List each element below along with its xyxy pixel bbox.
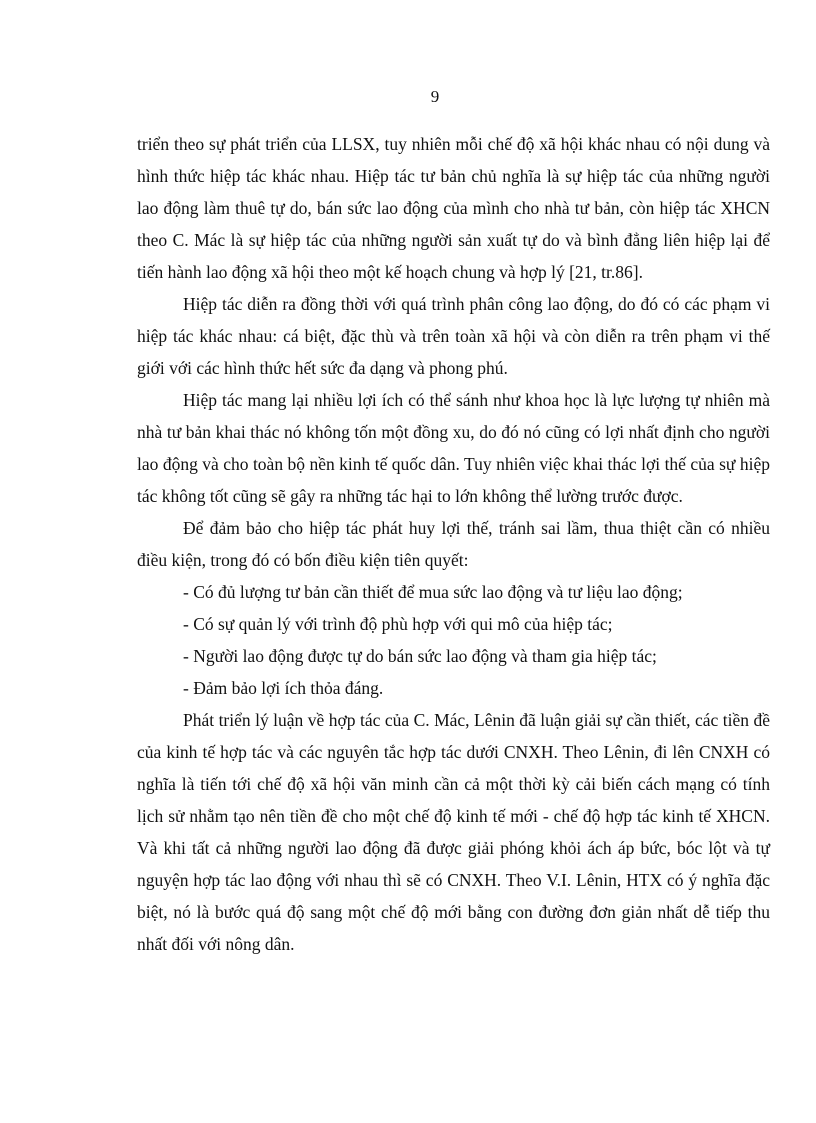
paragraph-continuation: triển theo sự phát triển của LLSX, tuy nhiên mỗi chế độ xã hội khác nhau có nội dung và hình thức hiệp tác khác nhau. Hiệp tác tư bản chủ nghĩa là sự hiệp tác của những người lao động làm thuê tự do, bán sức lao động của mình cho nhà tư bản, còn hiệp tác XHCN theo C. Mác là sự hiệp tác của những người sản xuất tự do và bình đẳng liên hiệp lại để tiến hành lao động xã hội theo một kế hoạch chung và hợp lý [21, tr.86]. (137, 134, 770, 282)
paragraph-benefits: Hiệp tác mang lại nhiều lợi ích có thể sánh như khoa học là lực lượng tự nhiên mà nhà tư bản khai thác nó không tốn một đồng xu, do đó nó cũng có lợi nhất định cho người lao động và cho toàn bộ nền kinh tế quốc dân. Tuy nhiên việc khai thác lợi thế của sự hiệp tác không tốt cũng sẽ gây ra những tác hại to lớn không thể lường trước được. (137, 390, 770, 506)
condition-item: - Đảm bảo lợi ích thỏa đáng. (183, 678, 384, 698)
paragraph-scope: Hiệp tác diễn ra đồng thời với quá trình phân công lao động, do đó có các phạm vi hiệp tác khác nhau: cá biệt, đặc thù và trên toàn xã hội và còn diễn ra trên phạm vi thế giới với các hình thức hết sức đa dạng và phong phú. (137, 294, 770, 378)
paragraph-lenin: Phát triển lý luận về hợp tác của C. Mác, Lênin đã luận giải sự cần thiết, các tiền đề của kinh tế hợp tác và các nguyên tắc hợp tác dưới CNXH. Theo Lênin, đi lên CNXH có nghĩa là tiến tới chế độ xã hội văn minh cần cả một thời kỳ cải biến cách mạng có tính lịch sử nhằm tạo nên tiền đề cho một chế độ kinh tế mới - chế độ hợp tác kinh tế XHCN. Và khi tất cả những người lao động đã được giải phóng khỏi ách áp bức, bóc lột và tự nguyện hợp tác lao động với nhau thì sẽ có CNXH. Theo V.I. Lênin, HTX có ý nghĩa đặc biệt, nó là bước quá độ sang một chế độ mới bằng con đường đơn giản nhất dễ tiếp thu nhất đối với nông dân. (137, 710, 770, 954)
condition-item: - Có đủ lượng tư bản cần thiết để mua sức lao động và tư liệu lao động; (183, 582, 683, 602)
condition-item: - Có sự quản lý với trình độ phù hợp với qui mô của hiệp tác; (183, 614, 613, 634)
paragraph-conditions-intro: Để đảm bảo cho hiệp tác phát huy lợi thế, tránh sai lầm, thua thiệt cần có nhiều điều kiện, trong đó có bốn điều kiện tiên quyết: (137, 518, 770, 570)
page-number: 9 (430, 87, 440, 106)
document-body (137, 128, 770, 960)
condition-item: - Người lao động được tự do bán sức lao động và tham gia hiệp tác; (183, 646, 657, 666)
